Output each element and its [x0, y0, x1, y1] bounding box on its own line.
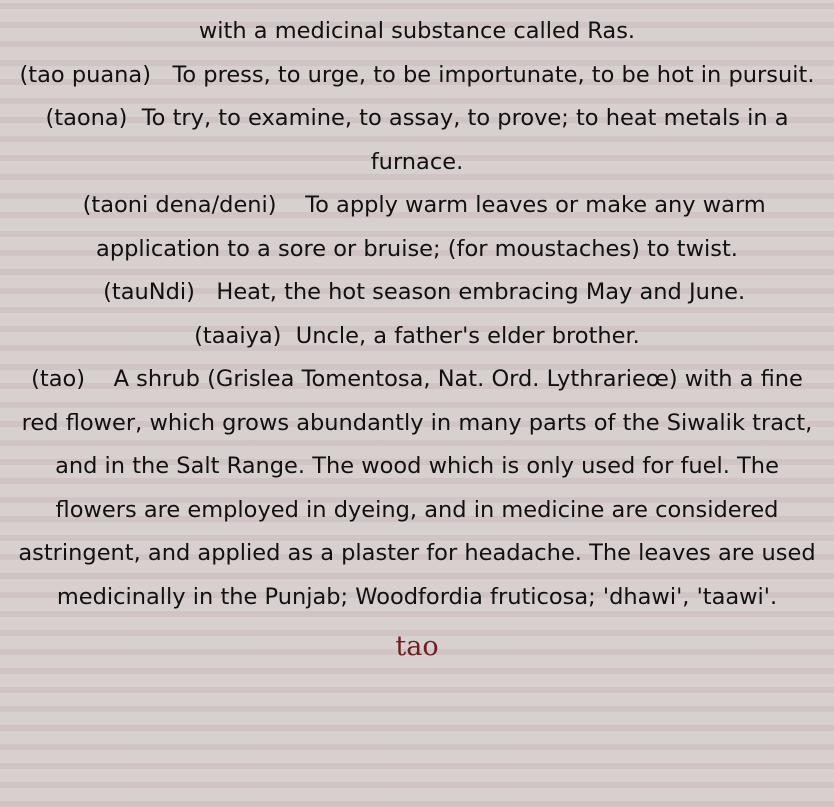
entry-taaiya — [14, 315, 820, 359]
entry-taundi — [14, 271, 820, 315]
entry-definition: To apply warm leaves or make any warm application to a sore or bruise; (for moustaches) to twist. — [96, 192, 773, 262]
entry-term: (taaiya) — [194, 322, 282, 349]
entry-term: (tao puana) — [19, 61, 151, 88]
entry-definition: Heat, the hot season embracing May and June. — [216, 279, 746, 305]
entry-tao — [14, 358, 823, 619]
entry-term: (tauNdi) — [103, 279, 195, 305]
continuation-text: with a medicinal substance called Ras. — [198, 18, 636, 44]
headword-footer: tao — [395, 631, 439, 662]
entry-term: (tao) — [31, 366, 86, 392]
entry-definition: To press, to urge, to be importunate, to be hot in pursuit. — [172, 61, 815, 88]
entry-definition: To try, to examine, to assay, to prove; to heat metals in a furnace. — [141, 105, 796, 175]
entry-taona — [14, 97, 820, 184]
entry-term: (taona) — [45, 105, 128, 131]
entry-taoni-dena — [14, 184, 820, 271]
entry-definition: A shrub (Grislea Tomentosa, Nat. Ord. Lythrarieœ) with a fine red flower, which grows abundantly in many parts of the Siwalik tract, and in the Salt Range. The wood which is only used for fuel. The flowers are employed in dyeing, and in medicine are considered astringent, and applied as a plaster for headache. The leaves are used medicinally in the Punjab; Woodfordia fruticosa; 'dhawi', 'taawi'. — [18, 366, 823, 610]
entry-term: (taoni dena/deni) — [82, 192, 277, 218]
entry-definition: Uncle, a father's elder brother. — [295, 322, 640, 349]
entry-tao-puana — [14, 54, 820, 98]
